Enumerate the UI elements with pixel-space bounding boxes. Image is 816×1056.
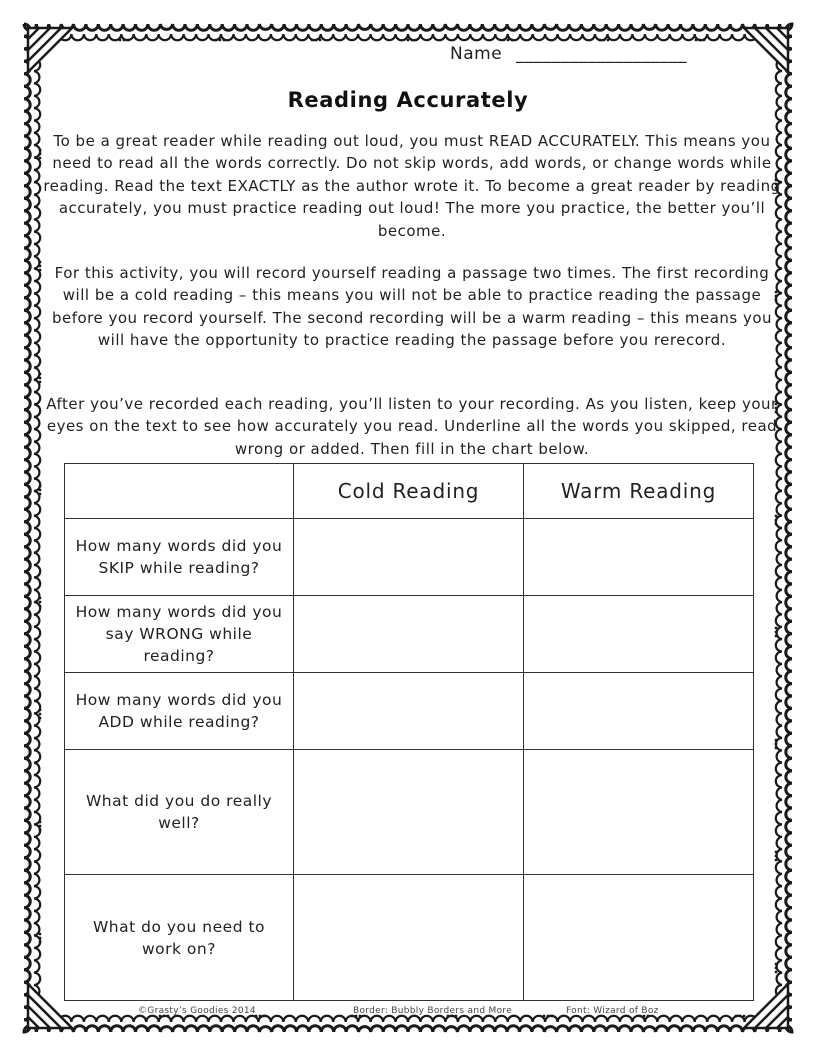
border-dots (695, 39, 698, 42)
answer-cell-warm-add[interactable] (524, 673, 754, 750)
border-dots (39, 489, 42, 492)
border-dots (259, 1015, 262, 1018)
border-dots (775, 855, 778, 858)
question-skip: How many words did you SKIP while reading? (65, 519, 294, 596)
name-field[interactable] (450, 44, 687, 64)
border-dots (411, 39, 414, 42)
intro-paragraph: To be a great reader while reading out loud, you must READ ACCURATELY. This means you need to read all the words correctly. Do not skip words, add words, or change words while reading. Read the text EXACTLY as the author wrote it. To become a great reader by reading accurately, you must practice reading out loud! The more you practice, the better you’ll become. (43, 132, 781, 240)
border-dots (743, 1015, 746, 1018)
chart-header-row (65, 464, 754, 519)
header-cold-reading: Cold Reading (294, 464, 524, 519)
border-dots (39, 269, 42, 272)
question-did-well: What did you do really well? (65, 750, 294, 875)
header-blank-cell (65, 464, 294, 519)
border-dots (775, 627, 778, 630)
table-row (65, 875, 754, 1001)
answer-cell-warm-wrong[interactable] (524, 596, 754, 673)
border-dots (775, 631, 778, 634)
border-dots (39, 261, 42, 264)
border-dots (39, 157, 42, 160)
border-dots (39, 713, 42, 716)
border-dots (39, 381, 42, 384)
instructions-paragraph: After you’ve recorded each reading, you’ll listen to your recording. As you listen, keep your eyes on the text to see how accurately you read. Underline all the words you skipped, read wrong or added. Then fill in the chart below. (46, 395, 778, 458)
corner-ornament-top-right (744, 28, 788, 72)
page-title: Reading Accurately (287, 88, 529, 112)
border-dots (407, 39, 410, 42)
answer-cell-cold-did-well[interactable] (294, 750, 524, 875)
border-dots (775, 859, 778, 862)
border-dots (699, 39, 702, 42)
border-dots (775, 963, 778, 966)
border-dots (39, 605, 42, 608)
border-dots (543, 1015, 546, 1018)
border-dots (39, 829, 42, 832)
border-dots (123, 39, 126, 42)
border-dots (551, 1015, 554, 1018)
border-dots (39, 485, 42, 488)
border-dots (39, 825, 42, 828)
question-wrong: How many words did you say WRONG while reading? (65, 596, 294, 673)
answer-cell-warm-did-well[interactable] (524, 750, 754, 875)
border-dots (775, 515, 778, 518)
activity-paragraph: For this activity, you will record yourself reading a passage two times. The first recording will be a cold reading – this means you will not be able to practice reading the passage before you record yourself. The second recording will be a warm reading – this means you will have the opportunity to practice reading the passage before you rerecord. (51, 264, 773, 350)
answer-cell-cold-skip[interactable] (294, 519, 524, 596)
border-dots (739, 1015, 742, 1018)
border-dots (599, 39, 602, 42)
border-dots (507, 39, 510, 42)
border-dots (39, 601, 42, 604)
border-dots (415, 39, 418, 42)
reading-chart (64, 463, 754, 1001)
corner-ornament-top-left (28, 28, 72, 72)
border-credit: Border: Bubbly Borders and More (353, 1006, 513, 1016)
name-blank-line: ___________________ (516, 44, 688, 64)
table-row (65, 596, 754, 673)
border-dots (127, 39, 130, 42)
border-dots (775, 851, 778, 854)
border-dots (39, 941, 42, 944)
header-warm-reading: Warm Reading (524, 464, 754, 519)
border-dots (775, 519, 778, 522)
table-row (65, 519, 754, 596)
table-row (65, 673, 754, 750)
border-dots (703, 39, 706, 42)
border-dots (39, 821, 42, 824)
question-add: How many words did you ADD while reading? (65, 673, 294, 750)
border-dots (547, 1015, 550, 1018)
border-dots (219, 39, 222, 42)
border-dots (215, 39, 218, 42)
question-work-on: What do you need to work on? (65, 875, 294, 1001)
border-dots (39, 717, 42, 720)
border-dots (319, 39, 322, 42)
border-dots (39, 493, 42, 496)
border-dots (511, 39, 514, 42)
name-label: Name (450, 44, 503, 64)
border-dots (119, 39, 122, 42)
border-dots (775, 635, 778, 638)
border-dots (503, 39, 506, 42)
border-dots (315, 39, 318, 42)
border-dots (603, 39, 606, 42)
answer-cell-warm-work-on[interactable] (524, 875, 754, 1001)
border-dots (223, 39, 226, 42)
answer-cell-cold-add[interactable] (294, 673, 524, 750)
border-dots (39, 373, 42, 376)
border-dots (39, 153, 42, 156)
border-dots (775, 747, 778, 750)
border-dots (39, 597, 42, 600)
border-dots (39, 709, 42, 712)
border-dots (39, 933, 42, 936)
border-dots (775, 523, 778, 526)
border-dots (607, 39, 610, 42)
copyright-credit: ©Grasty’s Goodies 2014 (138, 1006, 256, 1016)
border-dots (775, 971, 778, 974)
border-dots (775, 739, 778, 742)
table-row (65, 750, 754, 875)
border-dots (775, 743, 778, 746)
border-dots (263, 1015, 266, 1018)
border-dots (39, 377, 42, 380)
border-dots (39, 937, 42, 940)
border-dots (775, 967, 778, 970)
font-credit: Font: Wizard of Boz (566, 1006, 659, 1016)
answer-cell-warm-skip[interactable] (524, 519, 754, 596)
answer-cell-cold-work-on[interactable] (294, 875, 524, 1001)
border-dots (39, 265, 42, 268)
border-dots (311, 39, 314, 42)
border-dots (735, 1015, 738, 1018)
border-dots (39, 149, 42, 152)
answer-cell-cold-wrong[interactable] (294, 596, 524, 673)
